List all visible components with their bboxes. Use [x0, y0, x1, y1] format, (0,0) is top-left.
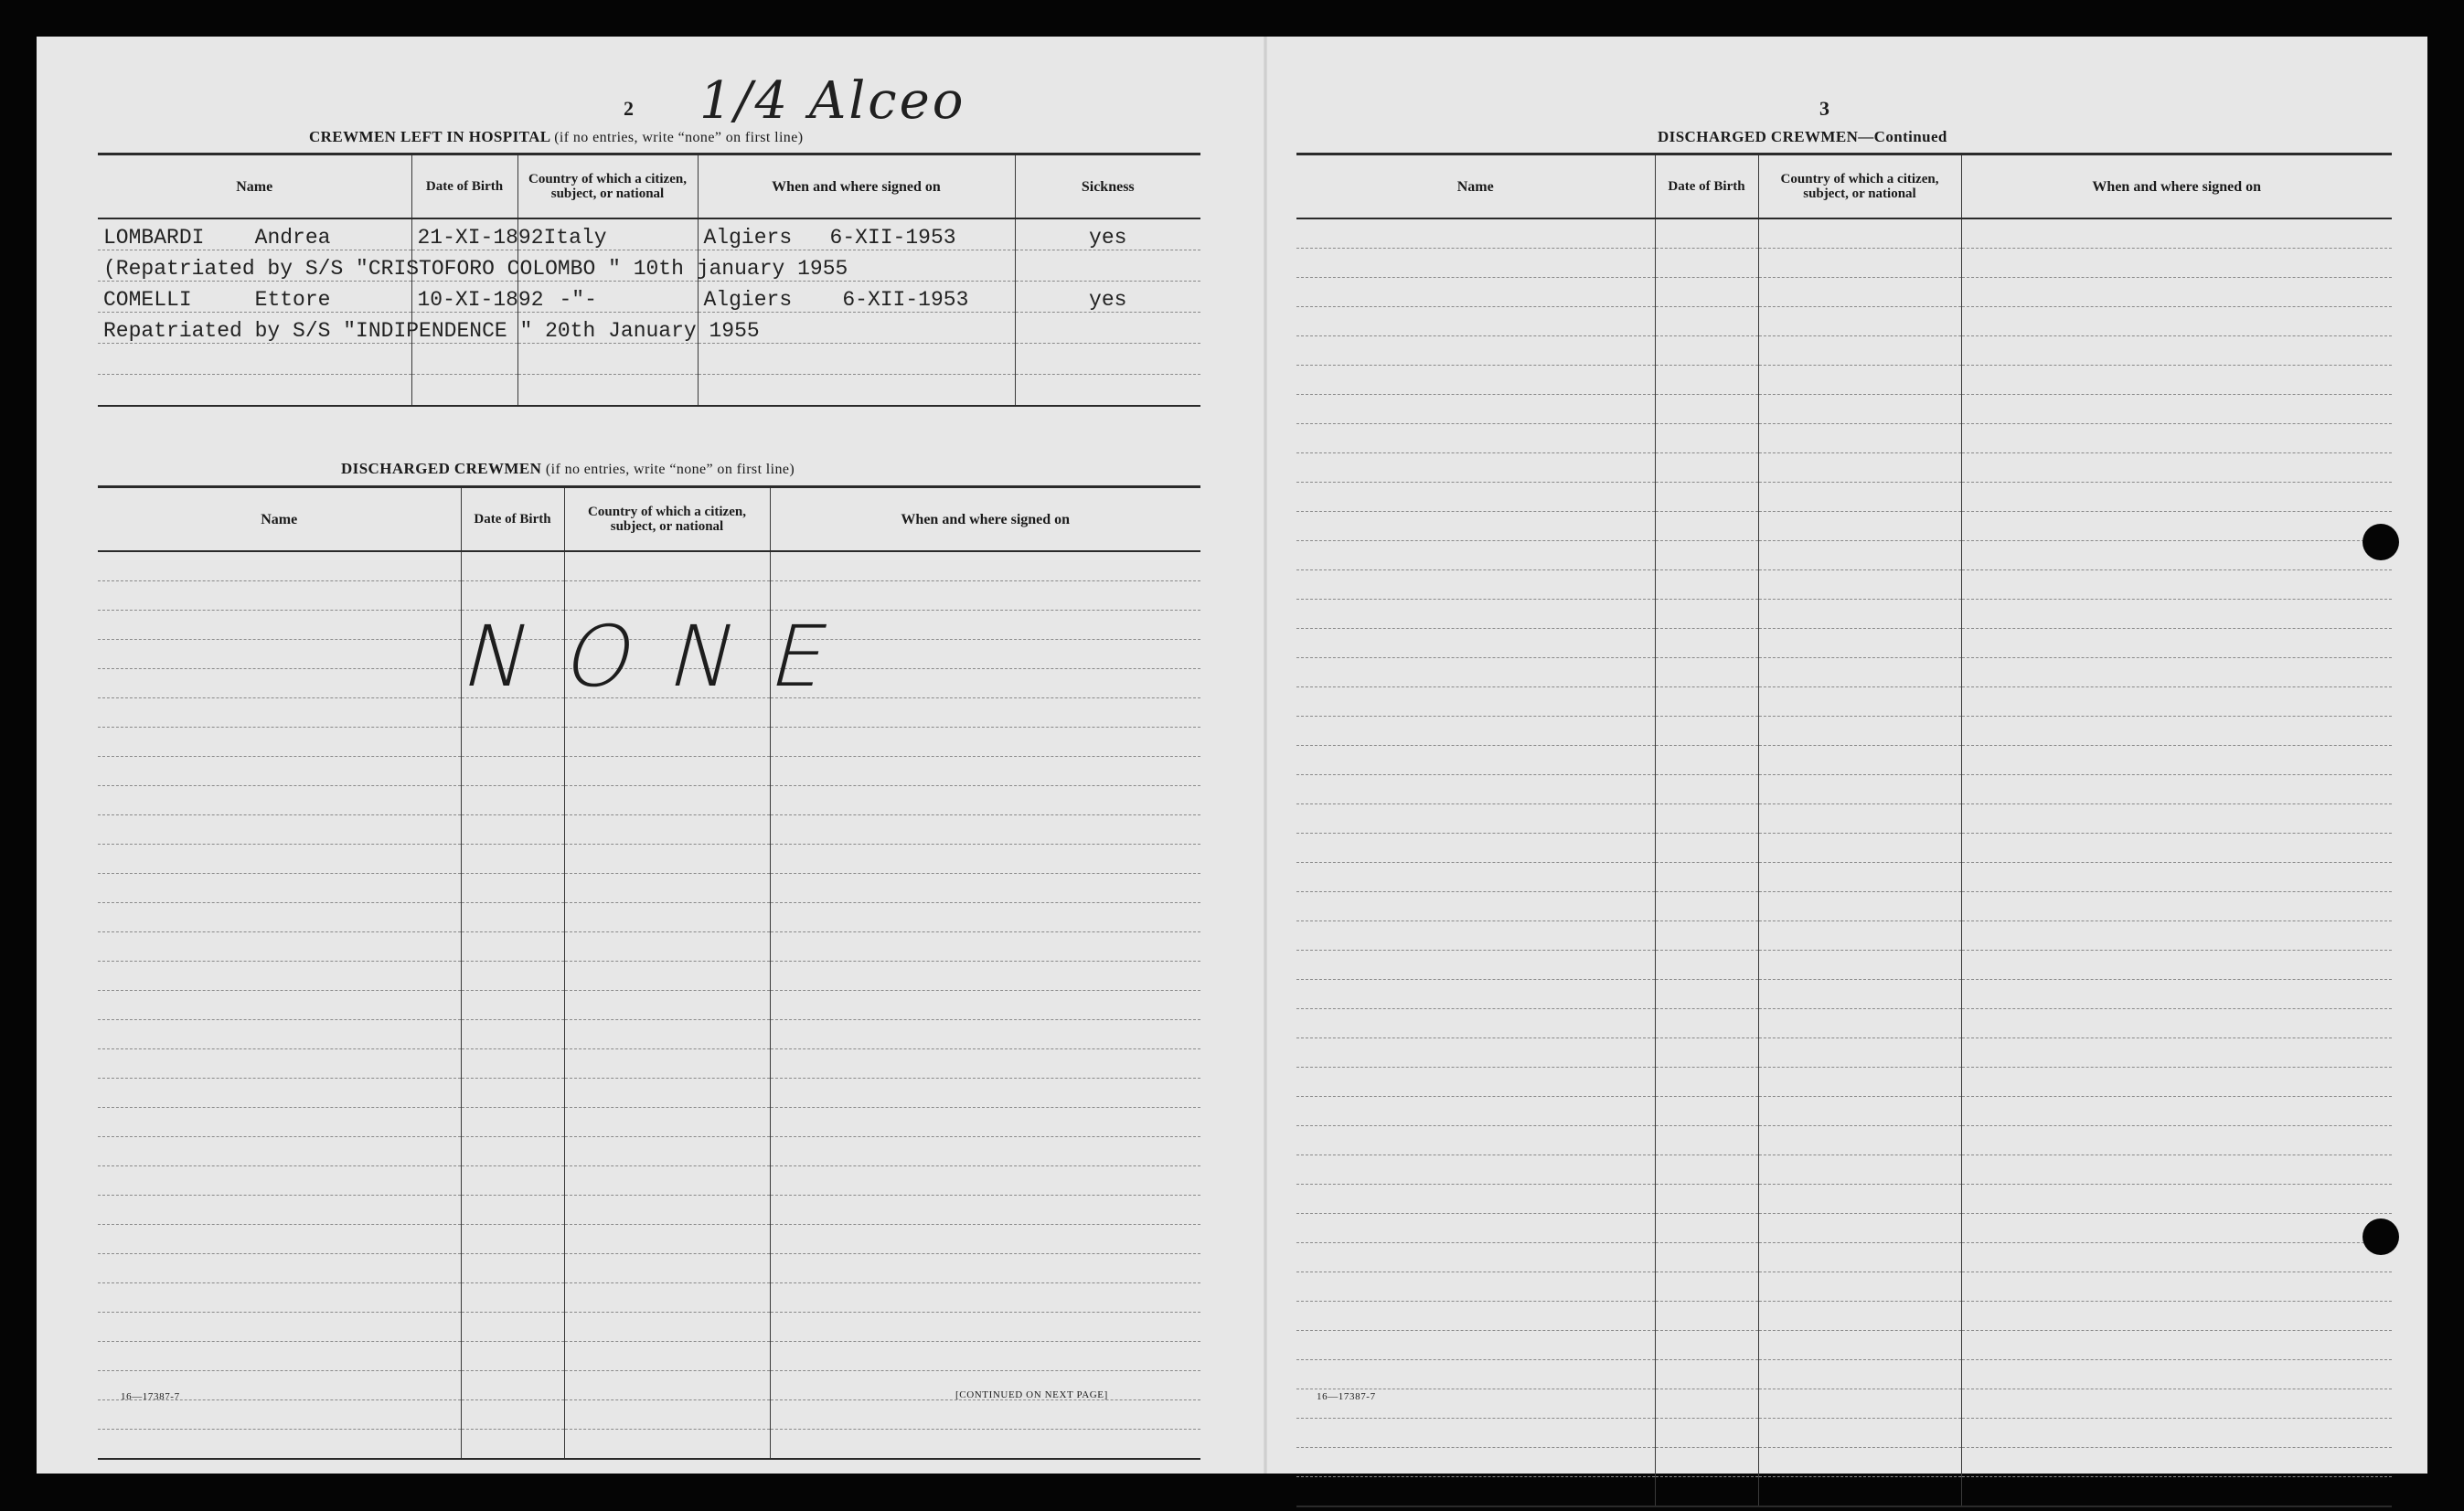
blank-form-row — [1296, 600, 2392, 629]
continued-header-dob: Date of Birth — [1655, 154, 1758, 219]
hospital-title-text: CREWMEN LEFT IN HOSPITAL — [309, 128, 550, 145]
blank-form-row — [1296, 512, 2392, 541]
handwritten-none: NONE — [453, 608, 878, 706]
blank-form-row — [98, 1313, 1200, 1342]
entry-dob: 10-XI-1892 — [411, 282, 517, 313]
discharged-section-title — [341, 460, 795, 478]
blank-form-row — [1296, 570, 2392, 600]
blank-form-row — [1296, 1038, 2392, 1068]
blank-form-row — [1296, 863, 2392, 892]
blank-form-row — [1296, 1360, 2392, 1389]
blank-form-row — [1296, 775, 2392, 804]
handwritten-vessel-note: 1/4 Alceo — [699, 71, 966, 131]
blank-form-row — [1296, 453, 2392, 483]
continued-note: [CONTINUED ON NEXT PAGE] — [955, 1389, 1108, 1400]
hospital-header-row — [98, 154, 1200, 219]
discharged-header-country: Country of which a citizen, subject, or national — [564, 487, 770, 552]
hospital-remark-row — [98, 250, 1200, 282]
discharged-title-note: (if no entries, write “none” on first line) — [545, 462, 795, 477]
hospital-header-name: Name — [98, 154, 411, 219]
blank-form-row — [1296, 921, 2392, 951]
punch-hole — [2363, 1218, 2399, 1255]
blank-form-row — [98, 1137, 1200, 1166]
blank-form-row — [1296, 218, 2392, 249]
hospital-remark-row — [98, 313, 1200, 344]
hospital-header-sickness: Sickness — [1015, 154, 1200, 219]
blank-form-row — [1296, 395, 2392, 424]
blank-form-row — [98, 845, 1200, 874]
blank-form-row — [98, 1430, 1200, 1460]
hospital-entry-row — [98, 218, 1200, 250]
page-number-left: 2 — [624, 97, 634, 120]
blank-form-row — [1296, 1419, 2392, 1448]
blank-form-row — [1296, 804, 2392, 834]
blank-form-row — [98, 874, 1200, 903]
entry-date: 6-XII-1953 — [842, 288, 969, 312]
discharged-header-signed: When and where signed on — [770, 487, 1200, 552]
blank-form-row — [1296, 483, 2392, 512]
document-sheet — [37, 37, 2427, 1474]
blank-form-row — [1296, 1097, 2392, 1126]
blank-form-row — [98, 1079, 1200, 1108]
blank-form-row — [1296, 629, 2392, 658]
blank-form-row — [98, 1342, 1200, 1371]
hospital-table — [98, 153, 1200, 407]
blank-form-row — [98, 932, 1200, 962]
blank-form-row — [98, 728, 1200, 757]
hospital-name-cell — [98, 218, 411, 250]
discharged-header-dob: Date of Birth — [461, 487, 564, 552]
blank-form-row — [98, 1400, 1200, 1430]
entry-sickness: yes — [1015, 218, 1200, 250]
continued-section-title: DISCHARGED CREWMEN—Continued — [1658, 128, 1947, 145]
blank-form-row — [1296, 1068, 2392, 1097]
blank-form-row — [1296, 1302, 2392, 1331]
blank-form-row — [98, 757, 1200, 786]
punch-hole — [2363, 524, 2399, 560]
blank-form-row — [1296, 834, 2392, 863]
blank-form-row — [1296, 307, 2392, 336]
blank-form-row — [1296, 892, 2392, 921]
entry-place: Algiers — [703, 288, 793, 312]
hospital-entry-row — [98, 282, 1200, 313]
blank-form-row — [98, 1166, 1200, 1196]
blank-form-row — [1296, 1185, 2392, 1214]
hospital-name-cell — [98, 282, 411, 313]
entry-first-name: Andrea — [254, 226, 331, 250]
blank-form-row — [98, 1108, 1200, 1137]
continued-table-body — [1296, 218, 2392, 1506]
blank-form-row — [1296, 1214, 2392, 1243]
entry-country: Italy — [517, 218, 698, 250]
blank-form-row — [1296, 1389, 2392, 1419]
blank-form-row — [1296, 1272, 2392, 1302]
entry-surname: LOMBARDI — [103, 226, 205, 250]
blank-form-row — [98, 581, 1200, 611]
entry-country: -"- — [517, 282, 698, 313]
hospital-title-note: (if no entries, write “none” on first line) — [554, 130, 804, 145]
form-number-left: 16—17387-7 — [121, 1391, 180, 1402]
hospital-header-dob: Date of Birth — [411, 154, 517, 219]
blank-form-row — [1296, 717, 2392, 746]
hospital-header-signed: When and where signed on — [698, 154, 1015, 219]
hospital-blank-row — [98, 344, 1200, 375]
blank-form-row — [98, 962, 1200, 991]
hospital-header-country: Country of which a citizen, subject, or national — [517, 154, 698, 219]
entry-surname: COMELLI — [103, 288, 192, 312]
form-number-right: 16—17387-7 — [1317, 1391, 1376, 1402]
blank-form-row — [98, 1225, 1200, 1254]
blank-form-row — [1296, 658, 2392, 687]
blank-form-row — [1296, 746, 2392, 775]
blank-form-row — [1296, 541, 2392, 570]
blank-form-row — [98, 1020, 1200, 1049]
blank-form-row — [1296, 1331, 2392, 1360]
blank-form-row — [1296, 1155, 2392, 1185]
discharged-header-name: Name — [98, 487, 461, 552]
hospital-signed-cell — [698, 218, 1015, 250]
blank-form-row — [1296, 1126, 2392, 1155]
entry-dob: 21-XI-1892 — [411, 218, 517, 250]
blank-form-row — [98, 903, 1200, 932]
entry-first-name: Ettore — [254, 288, 331, 312]
page-number-right: 3 — [1819, 97, 1829, 120]
blank-form-row — [98, 991, 1200, 1020]
blank-form-row — [98, 1049, 1200, 1079]
repatriation-remark: Repatriated by S/S "INDIPENDENCE " 20th January 1955 — [103, 319, 760, 343]
blank-form-row — [1296, 980, 2392, 1009]
hospital-blank-row — [98, 375, 1200, 407]
blank-form-row — [98, 551, 1200, 581]
discharged-header-row — [98, 487, 1200, 552]
hospital-remark-cell — [98, 250, 848, 282]
discharged-continued-table — [1296, 153, 2392, 1507]
entry-sickness: yes — [1015, 282, 1200, 313]
repatriation-remark: (Repatriated by S/S "CRISTOFORO COLOMBO " 10th january 1955 — [103, 257, 848, 281]
blank-form-row — [1296, 424, 2392, 453]
hospital-signed-cell — [698, 282, 1015, 313]
blank-form-row — [1296, 366, 2392, 395]
continued-header-name: Name — [1296, 154, 1655, 219]
blank-form-row — [1296, 1243, 2392, 1272]
continued-header-signed: When and where signed on — [1961, 154, 2392, 219]
blank-form-row — [1296, 1009, 2392, 1038]
blank-form-row — [1296, 1448, 2392, 1477]
continued-header-row — [1296, 154, 2392, 219]
blank-form-row — [1296, 278, 2392, 307]
hospital-remark-cell — [98, 313, 760, 344]
blank-form-row — [98, 815, 1200, 845]
entry-place: Algiers — [703, 226, 793, 250]
continued-header-country: Country of which a citizen, subject, or national — [1758, 154, 1961, 219]
entry-date: 6-XII-1953 — [829, 226, 956, 250]
blank-form-row — [98, 1254, 1200, 1283]
blank-form-row — [98, 786, 1200, 815]
discharged-title-text: DISCHARGED CREWMEN — [341, 460, 542, 477]
blank-form-row — [1296, 1477, 2392, 1507]
blank-form-row — [1296, 249, 2392, 278]
blank-form-row — [98, 1196, 1200, 1225]
blank-form-row — [1296, 336, 2392, 366]
blank-form-row — [98, 1283, 1200, 1313]
hospital-section-title — [309, 128, 803, 146]
blank-form-row — [1296, 687, 2392, 717]
blank-form-row — [1296, 951, 2392, 980]
